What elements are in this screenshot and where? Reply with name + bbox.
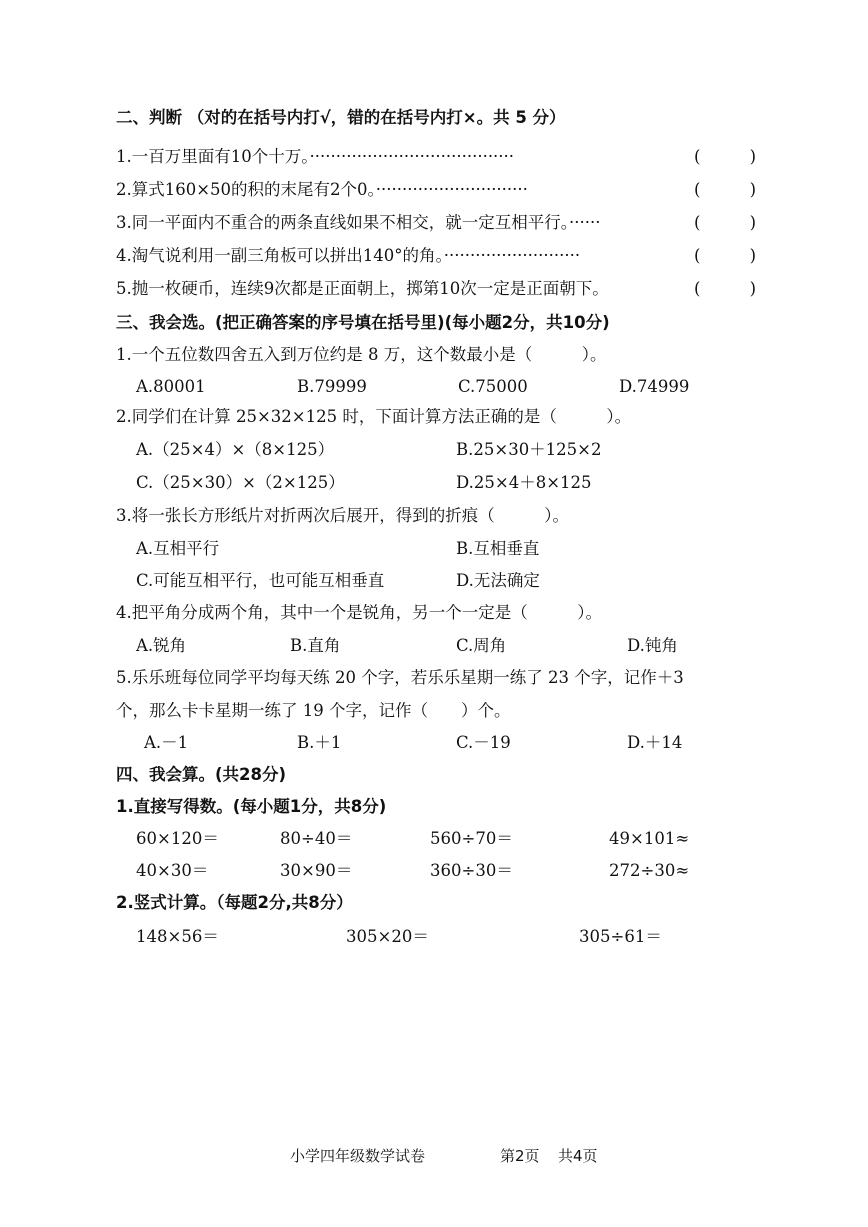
vertical-calc-item: 148×56＝	[136, 927, 219, 946]
oral-calc-item: 30×90＝	[280, 861, 353, 880]
footer-exam-name: 小学四年级数学试卷	[290, 1147, 426, 1165]
section-3-title: 三、我会选。(把正确答案的序号填在括号里)(每小题2分，共10分)	[116, 313, 610, 332]
question-4-option-a: A.锐角	[136, 636, 187, 655]
question-5-option-d: D.＋14	[627, 733, 683, 752]
section-2-title: 二、判断 （对的在括号内打√，错的在括号内打×。共 5 分）	[116, 108, 566, 127]
question-2-option-b: B.25×30＋125×2	[456, 440, 602, 459]
judge-item-text: 2.算式160×50的积的末尾有2个0。·····························	[116, 180, 528, 199]
oral-calc-item: 40×30＝	[136, 861, 209, 880]
question-5-option-a: A.－1	[144, 733, 189, 752]
oral-calc-item: 272÷30≈	[609, 861, 690, 880]
question-2-option-d: D.25×4＋8×125	[456, 473, 592, 492]
question-5-option-c: C.－19	[456, 733, 511, 752]
judge-item-1: 1.一百万里面有10个十万。······································· ( )	[116, 145, 756, 169]
question-4-option-d: D.钝角	[627, 636, 678, 655]
section-4-sub-1-title: 1.直接写得数。(每小题1分，共8分)	[116, 797, 387, 816]
section-4-sub-2-title: 2.竖式计算。（每题2分,共8分）	[116, 893, 353, 912]
question-3-option-c: C.可能互相平行，也可能互相垂直	[136, 571, 385, 590]
question-3-stem: 3.将一张长方形纸片对折两次后展开，得到的折痕（ ）。	[116, 506, 569, 525]
footer-page-number: 第2页	[500, 1147, 540, 1165]
oral-calc-item: 49×101≈	[609, 829, 690, 848]
judge-item-text: 3.同一平面内不重合的两条直线如果不相交，就一定互相平行。······	[116, 213, 601, 232]
question-1-option-b: B.79999	[297, 377, 367, 396]
oral-calc-item: 360÷30＝	[430, 861, 513, 880]
question-1-option-d: D.74999	[619, 377, 690, 396]
footer-total-pages: 共4页	[558, 1147, 598, 1165]
question-4-stem: 4.把平角分成两个角，其中一个是锐角，另一个一定是（ ）。	[116, 603, 602, 622]
vertical-calc-item: 305÷61＝	[579, 927, 662, 946]
question-3-option-a: A.互相平行	[136, 539, 220, 558]
question-3-option-b: B.互相垂直	[456, 539, 540, 558]
vertical-calc-item: 305×20＝	[346, 927, 429, 946]
question-3-option-d: D.无法确定	[456, 571, 540, 590]
oral-calc-item: 60×120＝	[136, 829, 219, 848]
judge-item-2: 2.算式160×50的积的末尾有2个0。····························· ( )	[116, 178, 756, 202]
judge-item-text: 5.抛一枚硬币，连续9次都是正面朝上，掷第10次一定是正面朝下。	[116, 279, 609, 298]
judge-item-text: 4.淘气说利用一副三角板可以拼出140°的角。··························	[116, 246, 581, 265]
section-4-title: 四、我会算。(共28分)	[116, 765, 287, 784]
question-2-option-a: A.（25×4）×（8×125）	[136, 440, 335, 459]
question-2-option-c: C.（25×30）×（2×125）	[136, 473, 345, 492]
judge-item-5: 5.抛一枚硬币，连续9次都是正面朝上，掷第10次一定是正面朝下。 ( )	[116, 277, 756, 301]
question-2-stem: 2.同学们在计算 25×32×125 时，下面计算方法正确的是（ ）。	[116, 407, 632, 426]
question-4-option-b: B.直角	[290, 636, 341, 655]
question-1-option-a: A.80001	[136, 377, 206, 396]
oral-calc-item: 80÷40＝	[280, 829, 353, 848]
judge-item-3: 3.同一平面内不重合的两条直线如果不相交，就一定互相平行。······ ( )	[116, 211, 756, 235]
question-1-stem: 1.一个五位数四舍五入到万位约是 8 万，这个数最小是（ ）。	[116, 345, 607, 364]
question-5-option-b: B.＋1	[297, 733, 342, 752]
judge-item-4: 4.淘气说利用一副三角板可以拼出140°的角。·························· ( )	[116, 244, 756, 268]
question-1-option-c: C.75000	[458, 377, 528, 396]
question-4-option-c: C.周角	[456, 636, 507, 655]
oral-calc-item: 560÷70＝	[430, 829, 513, 848]
judge-item-text: 1.一百万里面有10个十万。·······································	[116, 147, 515, 166]
question-5-stem-line-2: 个，那么卡卡星期一练了 19 个字，记作（ ）个。	[116, 701, 511, 720]
question-5-stem-line-1: 5.乐乐班每位同学平均每天练 20 个字，若乐乐星期一练了 23 个字，记作＋3	[116, 668, 684, 687]
